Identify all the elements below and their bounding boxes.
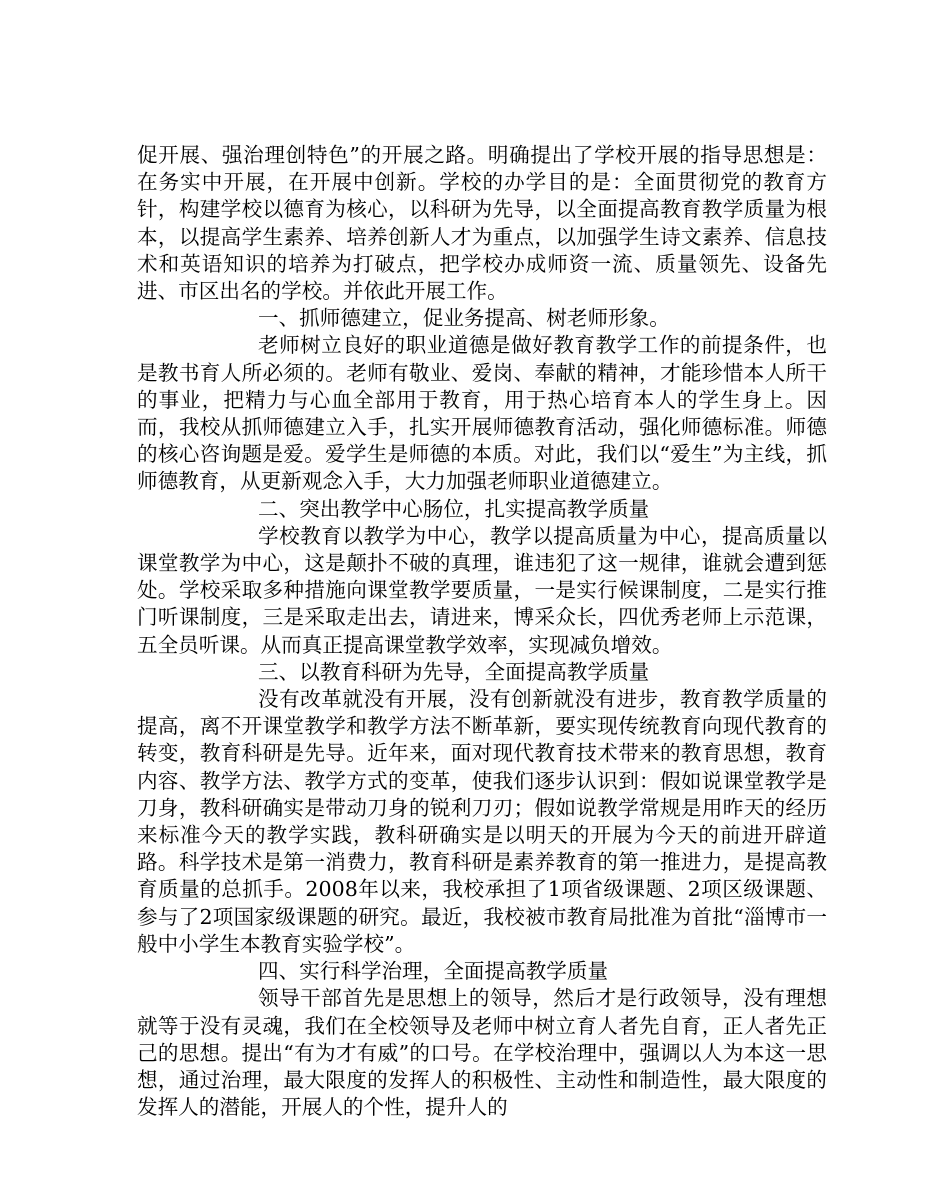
section-heading-4: 四、实行科学治理，全面提高教学质量 [258,959,609,984]
paragraph-section-4: 领导干部首先是思想上的领导，然后才是行政领导，没有理想就等于没有灵魂，我们在全校领导及老师中树立育人者先自育，正人者先正己的思想。提出“有为才有威”的口号。在学校治理中，强调以人为本这一思想，通过治理，最大限度的发挥人的积极性、主动性和制造性，最大限度的发挥人的潜能，开展人的个性，提升人的 [137,986,827,1120]
section-heading-3: 三、以教育科研为先导，全面提高教学质量 [258,659,650,684]
section-heading-1: 一、抓师德建立，促业务提高、树老师形象。 [258,306,670,331]
paragraph-section-2: 学校教育以教学为中心，教学以提高质量为中心，提高质量以课堂教学为中心，这是颠扑不破的真理，谁违犯了这一规律，谁就会遭到惩处。学校采取多种措施向课堂教学要质量，一是实行候课制度，二是实行推门听课制度，三是采取走出去，请进来，博采众长，四优秀老师上示范课，五全员听课。从而真正提高课堂教学效率，实现减负增效。 [137,523,827,657]
paragraph-section-3: 没有改革就没有开展，没有创新就没有进步，教育教学质量的提高，离不开课堂教学和教学方法不断革新，要实现传统教育向现代教育的转变，教育科研是先导。近年来，面对现代教育技术带来的教育思想，教育内容、教学方法、教学方式的变革，使我们逐步认识到：假如说课堂教学是刀身，教科研确实是带动刀身的锐利刀刃；假如说教学常规是用昨天的经历来标准今天的教学实践，教科研确实是以明天的开展为今天的前进开辟道路。科学技术是第一消费力，教育科研是素养教育的第一推进力，是提高教育质量的总抓手。2008年以来，我校承担了1项省级课题、2项区级课题、参与了2项国家级课题的研究。最近，我校被市教育局批准为首批“淄博市一般中小学生本教育实验学校”。 [137,687,827,956]
document-body [137,142,827,1121]
paragraph-section-1: 老师树立良好的职业道德是做好教育教学工作的前提条件，也是教书育人所必须的。老师有敬业、爱岗、奉献的精神，才能珍惜本人所干的事业，把精力与心血全部用于教育，用于热心培育本人的学生身上。因而，我校从抓师德建立入手，扎实开展师德教育活动，强化师德标准。师德的核心咨询题是爱。爱学生是师德的本质。对此，我们以“爱生”为主线，抓师德教育，从更新观念入手，大力加强老师职业道德建立。 [137,333,827,494]
paragraph-intro: 促开展、强治理创特色”的开展之路。明确提出了学校开展的指导思想是：在务实中开展，在开展中创新。学校的办学目的是：全面贯彻党的教育方针，构建学校以德育为核心，以科研为先导，以全面提高教育教学质量为根本，以提高学生素养、培养创新人才为重点，以加强学生诗文素养、信息技术和英语知识的培养为打破点，把学校办成师资一流、质量领先、设备先进、市区出名的学校。并依此开展工作。 [137,143,827,304]
section-heading-2: 二、突出教学中心肠位，扎实提高教学质量 [258,496,650,521]
